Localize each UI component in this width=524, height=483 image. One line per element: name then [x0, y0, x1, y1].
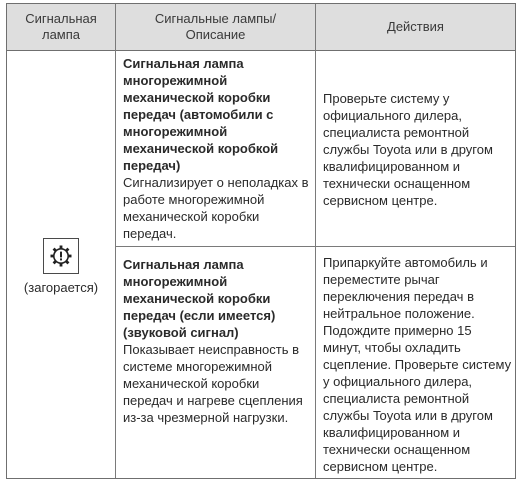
- header-actions-label: Действия: [387, 19, 444, 34]
- row-1-title: Сигнальная лампа многорежимной механической коробки передач (автомобили с многорежимной механической коробкой передач): [123, 56, 279, 173]
- row-1-text: Сигнализирует о неполадках в работе многорежимной механической коробки передач.: [123, 175, 309, 241]
- row-2-action: Припаркуйте автомобиль и переместите рычаг переключения передач в нейтральное положение. Подождите примерно 15 минут, чтобы охладить сцепление. Проверьте систему у официального дилера, специалиста ремонтной службы Toyota или в другом квалифицированном и технически оснащенном сервисном центре.: [323, 255, 512, 474]
- row-1-action: Проверьте систему у официального дилера, специалиста ремонтной службы Toyota или в другом квалифицированном и технически оснащенном сервисном центре.: [323, 91, 493, 208]
- gear-warning-icon: [48, 243, 74, 269]
- transmission-warning-lamp: [43, 238, 79, 274]
- row-2-title: Сигнальная лампа многорежимной механической коробки передач (если имеется) (звуковой сигнал): [123, 257, 276, 340]
- table-header: [7, 4, 515, 51]
- column-divider: [115, 4, 116, 478]
- row-2-description: [123, 256, 309, 426]
- header-lamp: [7, 4, 115, 50]
- row-1-description: [123, 55, 309, 242]
- header-lamp-label: Сигнальная лампа: [25, 11, 97, 42]
- row-2-text: Показывает неисправность в системе многорежимной механической коробки передач и нагреве сцепления из-за чрезмерной нагрузки.: [123, 342, 303, 425]
- header-actions: [316, 4, 515, 50]
- header-description-label: Сигнальные лампы/ Описание: [154, 11, 277, 42]
- lamp-state: (загорается): [23, 280, 99, 295]
- warning-lamp-table: [6, 3, 516, 479]
- header-description: [116, 4, 315, 50]
- column-divider: [315, 4, 316, 478]
- row-divider: [115, 246, 515, 247]
